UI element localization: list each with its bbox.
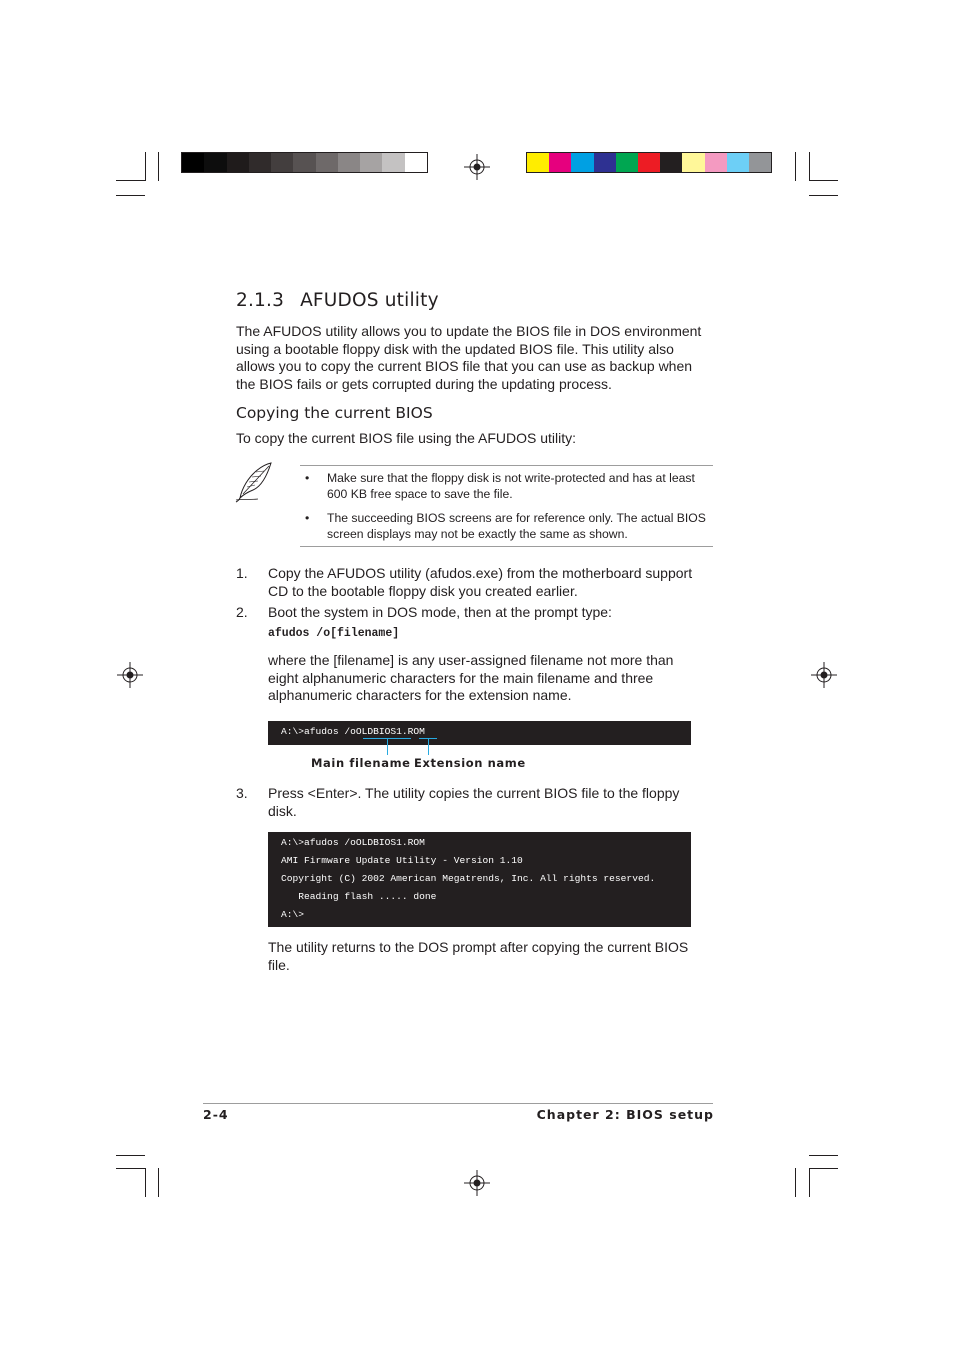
- main-filename-part: OLDBIOS1: [355, 726, 402, 737]
- terminal-line: A:\>: [281, 909, 305, 920]
- color-swatch: [705, 153, 727, 172]
- terminal-line: A:\>afudos /oOLDBIOS1.ROM: [281, 837, 425, 848]
- color-swatch: [293, 153, 315, 172]
- step-text: Boot the system in DOS mode, then at the prompt type:: [268, 604, 612, 620]
- extension-name-label: Extension name: [414, 756, 526, 770]
- crop-mark: [795, 152, 796, 181]
- registration-mark-icon: [464, 154, 490, 180]
- terminal-line: [281, 726, 425, 737]
- filename-dot: .: [401, 726, 408, 737]
- crop-mark: [145, 1168, 146, 1197]
- main-filename-leader: [387, 738, 388, 755]
- color-swatch: [527, 153, 549, 172]
- crop-mark: [158, 1168, 159, 1197]
- note-text: The succeeding BIOS screens are for reference only. The actual BIOS screen displays may not be exactly the same as shown.: [327, 511, 706, 541]
- step-text: Copy the AFUDOS utility (afudos.exe) from the motherboard support CD to the bootable floppy disk you created earlier.: [268, 565, 693, 599]
- process-color-bar: [526, 152, 772, 173]
- crop-mark: [158, 152, 159, 181]
- color-swatch: [405, 153, 427, 172]
- note-bottom-rule: [300, 546, 713, 547]
- chapter-title: Chapter 2: BIOS setup: [536, 1107, 714, 1122]
- registration-mark-icon: [464, 1170, 490, 1196]
- step-number: 1.: [236, 565, 248, 581]
- terminal-line: AMI Firmware Update Utility - Version 1.10: [281, 855, 523, 866]
- command-prefix: A:\>afudos /o: [281, 726, 356, 737]
- color-swatch: [182, 153, 204, 172]
- color-swatch: [727, 153, 749, 172]
- color-swatch: [682, 153, 704, 172]
- footer-rule: [203, 1103, 713, 1104]
- intro-paragraph: The AFUDOS utility allows you to update the BIOS file in DOS environment using a bootable floppy disk with the updated BIOS file. This utility also allows you to copy the current BIOS file that you can use as backup when the BIOS fails or gets corrupted during the updating process.: [236, 323, 702, 392]
- registration-mark-icon: [811, 662, 837, 688]
- section-title: AFUDOS utility: [300, 290, 439, 311]
- step-number: 2.: [236, 604, 248, 620]
- note-top-rule: [300, 465, 713, 466]
- terminal-line: Reading flash ..... done: [281, 891, 437, 902]
- step-number: 3.: [236, 785, 248, 801]
- color-swatch: [204, 153, 226, 172]
- main-filename-label: Main filename: [311, 756, 411, 770]
- subsection-lead: To copy the current BIOS file using the AFUDOS utility:: [236, 430, 577, 446]
- color-swatch: [316, 153, 338, 172]
- color-swatch: [338, 153, 360, 172]
- subsection-heading: Copying the current BIOS: [236, 404, 433, 422]
- color-swatch: [638, 153, 660, 172]
- command-syntax: afudos /o[filename]: [268, 627, 400, 640]
- section-heading: [236, 290, 439, 311]
- crop-mark: [809, 180, 838, 181]
- note-item: [305, 510, 715, 542]
- feather-pen-icon: [234, 461, 274, 503]
- closing-paragraph: The utility returns to the DOS prompt after copying the current BIOS file.: [268, 939, 689, 973]
- note-text: Make sure that the floppy disk is not write-protected and has at least 600 KB free space to save the file.: [327, 471, 695, 501]
- crop-mark: [116, 1168, 145, 1169]
- bullet: •: [305, 511, 310, 525]
- color-swatch: [749, 153, 771, 172]
- crop-mark: [116, 1155, 145, 1156]
- step-text: Press <Enter>. The utility copies the current BIOS file to the floppy disk.: [268, 785, 680, 819]
- crop-mark: [809, 1168, 810, 1197]
- color-swatch: [660, 153, 682, 172]
- color-swatch: [616, 153, 638, 172]
- color-swatch: [227, 153, 249, 172]
- crop-mark: [116, 180, 145, 181]
- crop-mark: [809, 195, 838, 196]
- color-swatch: [594, 153, 616, 172]
- color-swatch: [360, 153, 382, 172]
- color-swatch: [549, 153, 571, 172]
- crop-mark: [795, 1168, 796, 1197]
- color-swatch: [249, 153, 271, 172]
- color-swatch: [271, 153, 293, 172]
- terminal-line: Copyright (C) 2002 American Megatrends, Inc. All rights reserved.: [281, 873, 656, 884]
- color-swatch: [382, 153, 404, 172]
- bullet: •: [305, 471, 310, 485]
- crop-mark: [809, 152, 810, 181]
- crop-mark: [809, 1168, 838, 1169]
- example-command-screen: [268, 721, 691, 745]
- crop-mark: [116, 195, 145, 196]
- registration-mark-icon: [117, 662, 143, 688]
- crop-mark: [145, 152, 146, 181]
- note-item: [305, 470, 715, 502]
- page-number: 2-4: [203, 1107, 229, 1122]
- filename-explanation: where the [filename] is any user-assigned filename not more than eight alphanumeric characters for the main filename and three alphanumeric characters for the extension name.: [268, 652, 674, 703]
- extension-part: ROM: [407, 726, 425, 737]
- output-screen: [268, 832, 691, 927]
- extension-leader: [428, 738, 429, 755]
- color-swatch: [571, 153, 593, 172]
- crop-mark: [809, 1155, 838, 1156]
- grayscale-color-bar: [181, 152, 428, 173]
- section-number: 2.1.3: [236, 290, 285, 311]
